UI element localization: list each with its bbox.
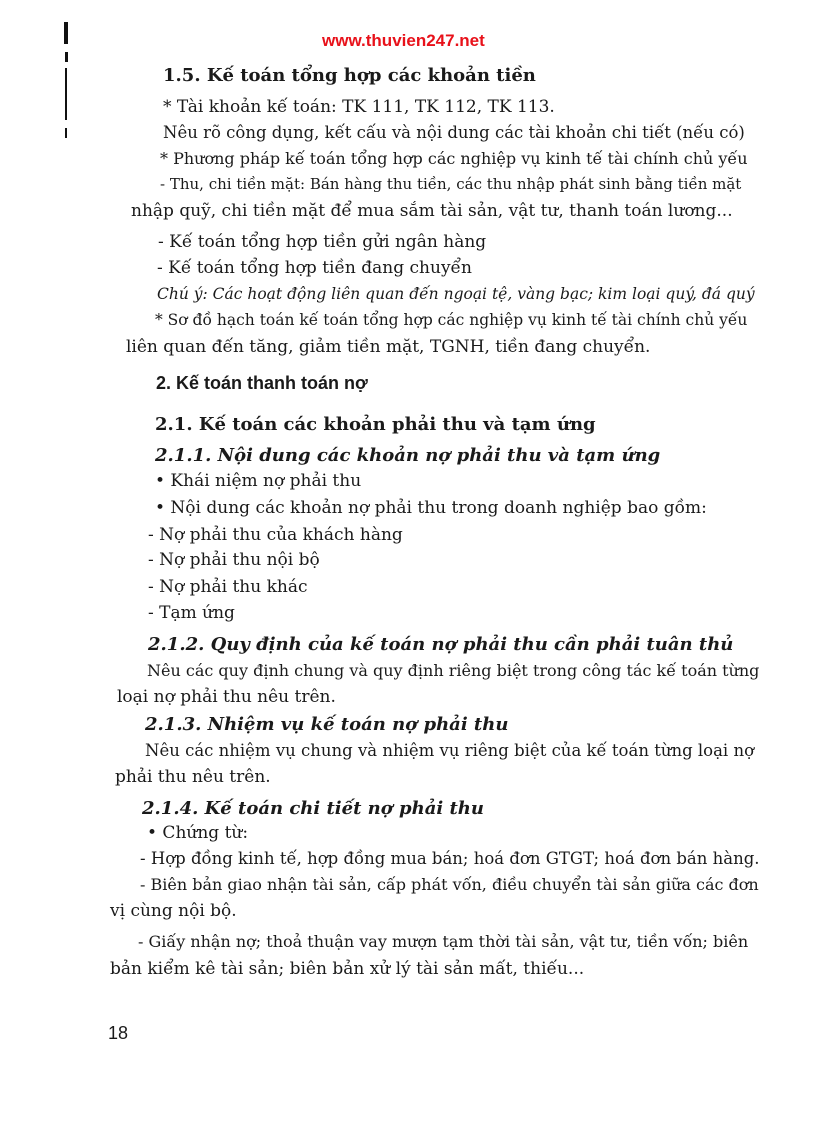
paragraph-line: phải thu nêu trên. <box>115 767 271 787</box>
scan-edge-mark <box>65 128 67 138</box>
paragraph-line: * Phương pháp kế toán tổng hợp các nghiệp vụ kinh tế tài chính chủ yếu <box>160 149 748 168</box>
paragraph-line: - Kế toán tổng hợp tiền gửi ngân hàng <box>158 232 487 252</box>
subsubsection-heading: 2.1.3. Nhiệm vụ kế toán nợ phải thu <box>145 714 509 735</box>
paragraph-line: vị cùng nội bộ. <box>110 901 237 921</box>
subsubsection-heading: 2.1.2. Quy định của kế toán nợ phải thu cần phải tuân thủ <box>148 634 734 655</box>
watermark-url[interactable]: www.thuvien247.net <box>322 31 485 50</box>
paragraph-line: loại nợ phải thu nêu trên. <box>117 687 336 707</box>
paragraph-line: liên quan đến tăng, giảm tiền mặt, TGNH, tiền đang chuyển. <box>126 337 651 357</box>
list-item: - Nợ phải thu nội bộ <box>148 550 320 570</box>
paragraph-line: * Sơ đồ hạch toán kế toán tổng hợp các nghiệp vụ kinh tế tài chính chủ yếu <box>155 311 748 329</box>
paragraph-line: - Giấy nhận nợ; thoả thuận vay mượn tạm thời tài sản, vật tư, tiền vốn; biên <box>138 932 749 951</box>
chapter-heading: 2. Kế toán thanh toán nợ <box>156 373 368 393</box>
scan-edge-mark <box>65 68 67 120</box>
note-line: Chú ý: Các hoạt động liên quan đến ngoại tệ, vàng bạc; kim loại quý, đá quý <box>157 285 755 303</box>
list-item: - Tạm ứng <box>148 603 235 623</box>
paragraph-line: Nêu rõ công dụng, kết cấu và nội dung các tài khoản chi tiết (nếu có) <box>163 123 745 142</box>
list-item: • Chứng từ: <box>147 823 249 843</box>
paragraph-line: * Tài khoản kế toán: TK 111, TK 112, TK 113. <box>163 97 555 117</box>
subsubsection-heading: 2.1.4. Kế toán chi tiết nợ phải thu <box>142 798 484 819</box>
list-item: • Nội dung các khoản nợ phải thu trong doanh nghiệp bao gồm: <box>155 498 707 518</box>
paragraph-line: - Thu, chi tiền mặt: Bán hàng thu tiền, các thu nhập phát sinh bằng tiền mặt <box>160 175 742 193</box>
scan-edge-mark <box>64 22 68 44</box>
subsubsection-heading: 2.1.1. Nội dung các khoản nợ phải thu và tạm ứng <box>155 445 661 466</box>
list-item: - Nợ phải thu của khách hàng <box>148 525 403 545</box>
paragraph-line: nhập quỹ, chi tiền mặt để mua sắm tài sản, vật tư, thanh toán lương... <box>131 201 733 221</box>
section-heading: 1.5. Kế toán tổng hợp các khoản tiền <box>163 65 536 86</box>
list-item: - Nợ phải thu khác <box>148 577 308 597</box>
scan-edge-mark <box>65 52 68 62</box>
list-item: • Khái niệm nợ phải thu <box>155 471 362 491</box>
paragraph-line: - Biên bản giao nhận tài sản, cấp phát vốn, điều chuyển tài sản giữa các đơn <box>140 875 759 894</box>
paragraph-line: - Kế toán tổng hợp tiền đang chuyển <box>157 258 472 278</box>
paragraph-line: bản kiểm kê tài sản; biên bản xử lý tài sản mất, thiếu... <box>110 959 585 979</box>
paragraph-line: Nêu các nhiệm vụ chung và nhiệm vụ riêng biệt của kế toán từng loại nợ <box>145 741 755 760</box>
subsection-heading: 2.1. Kế toán các khoản phải thu và tạm ứng <box>155 414 596 435</box>
paragraph-line: Nêu các quy định chung và quy định riêng biệt trong công tác kế toán từng <box>147 661 760 680</box>
page-number: 18 <box>108 1023 129 1043</box>
paragraph-line: - Hợp đồng kinh tế, hợp đồng mua bán; hoá đơn GTGT; hoá đơn bán hàng. <box>140 849 760 868</box>
